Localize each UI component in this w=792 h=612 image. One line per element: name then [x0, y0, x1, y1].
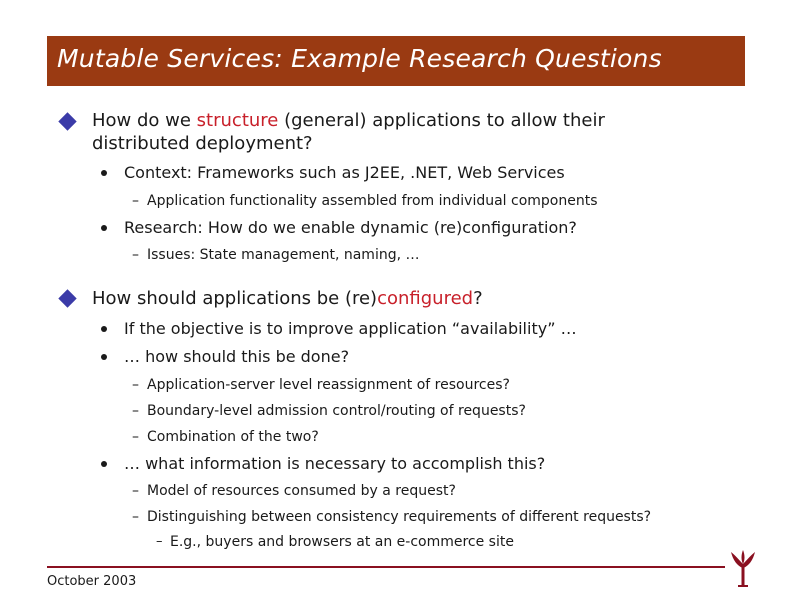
dash-bullet-icon: –	[132, 377, 139, 393]
diamond-bullet-icon	[58, 289, 76, 307]
footer-date: October 2003	[47, 574, 137, 589]
dot-bullet-icon	[101, 461, 107, 467]
bullet-1-line-1: How do we structure (general) applications to allow their	[92, 110, 605, 131]
bullet-1-sub-2-a: Issues: State management, naming, …	[147, 247, 420, 263]
bullet-1-line-2: distributed deployment?	[92, 133, 313, 154]
dot-bullet-icon	[101, 170, 107, 176]
bullet-2-sub-2-b: Boundary-level admission control/routing of requests?	[147, 403, 526, 419]
bullet-2-sub-2-c: Combination of the two?	[147, 429, 319, 445]
bullet-1-sub-1-a: Application functionality assembled from individual components	[147, 193, 598, 209]
bullet-1-sub-1: Context: Frameworks such as J2EE, .NET, Web Services	[124, 163, 565, 182]
dash-bullet-icon: –	[132, 247, 139, 263]
bullet-2-sub-3-b: Distinguishing between consistency requirements of different requests?	[147, 509, 652, 525]
dot-bullet-icon	[101, 225, 107, 231]
bullet-2-sub-3-a: Model of resources consumed by a request?	[147, 483, 456, 499]
dash-bullet-icon: –	[132, 403, 139, 419]
bullet-2-sub-2-a: Application-server level reassignment of resources?	[147, 377, 510, 393]
bullet-2-sub-3: … what information is necessary to accomplish this?	[124, 454, 546, 473]
title-bar	[47, 36, 745, 86]
dash-bullet-icon: –	[156, 534, 163, 549]
bullet-2-sub-2: … how should this be done?	[124, 347, 350, 366]
highlight-structure: structure	[196, 110, 279, 131]
dot-bullet-icon	[101, 326, 107, 332]
bullet-2-line-1: How should applications be (re)configured?	[92, 288, 483, 309]
dash-bullet-icon: –	[132, 429, 139, 445]
diamond-bullet-icon	[58, 112, 76, 130]
dot-bullet-icon	[101, 354, 107, 360]
bullet-2-sub-1: If the objective is to improve application “availability” …	[124, 319, 577, 338]
bullet-1-sub-2: Research: How do we enable dynamic (re)configuration?	[124, 218, 577, 237]
tree-logo-icon	[728, 548, 758, 588]
highlight-configured: configured	[377, 288, 474, 309]
slide-title: Mutable Services: Example Research Questions	[57, 44, 662, 73]
dash-bullet-icon: –	[132, 483, 139, 499]
dash-bullet-icon: –	[132, 509, 139, 525]
footer-divider	[47, 566, 725, 568]
dash-bullet-icon: –	[132, 193, 139, 209]
bullet-2-sub-3-b-1: E.g., buyers and browsers at an e-commerce site	[170, 534, 514, 550]
